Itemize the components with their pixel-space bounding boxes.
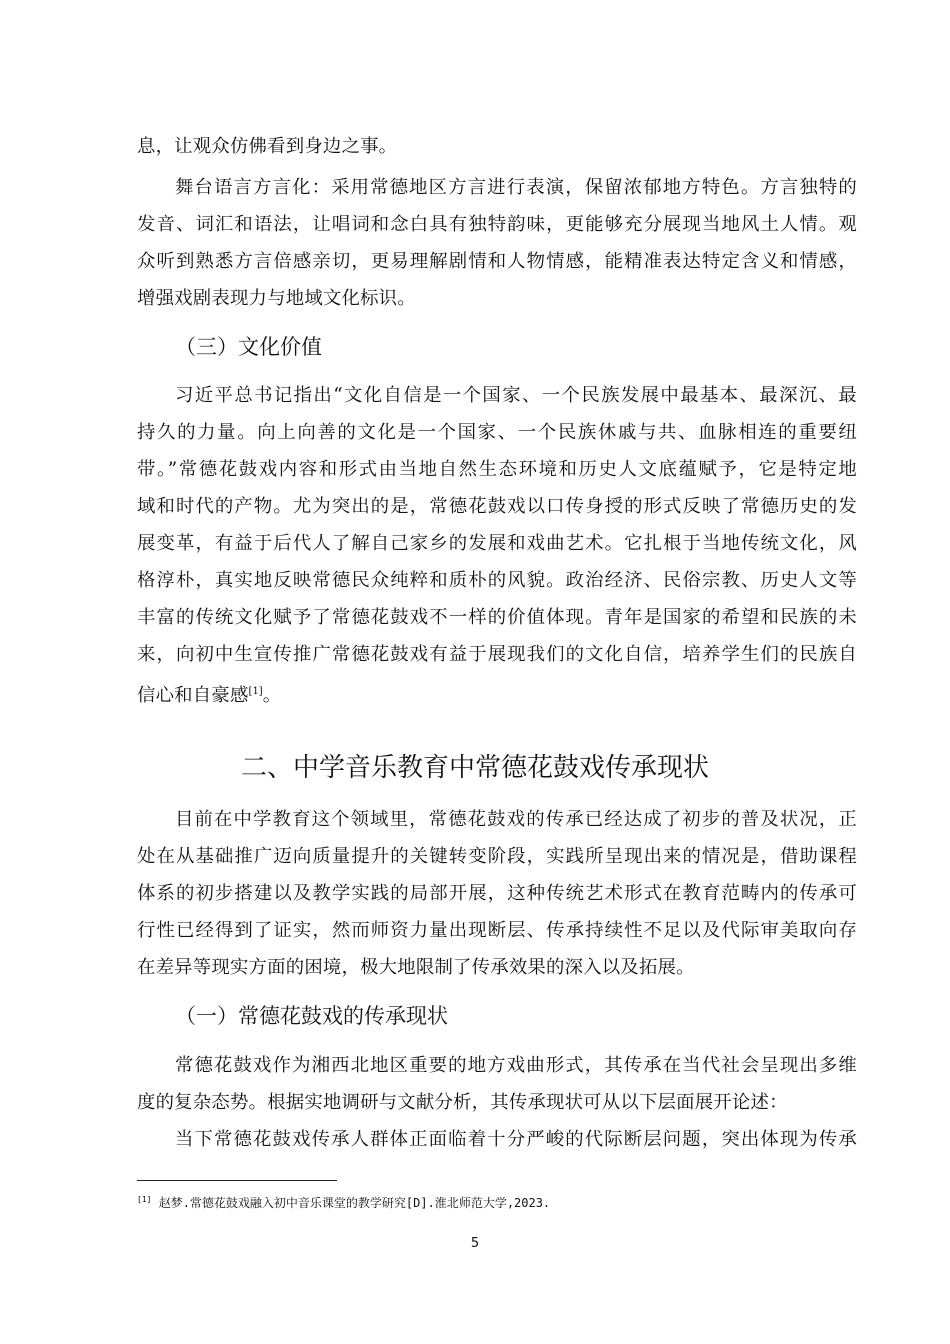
section-heading-cultural-value: （三）文化价值 <box>175 335 322 359</box>
paragraph-line: 息，让观众仿佛看到身边之事。 <box>137 136 398 157</box>
paragraph-line: 持久的力量。向上向善的文化是一个国家、一个民族休戚与共、血脉相连的重要纽 <box>137 422 857 443</box>
paragraph-line: 来，向初中生宣传推广常德花鼓戏有益于展现我们的文化自信，培养学生们的民族自 <box>137 644 857 665</box>
paragraph-line: 度的复杂态势。根据实地调研与文献分析，其传承现状可从以下层面展开论述： <box>137 1092 788 1113</box>
paragraph-line: 当下常德花鼓戏传承人群体正面临着十分严峻的代际断层问题，突出体现为传承 <box>175 1129 857 1150</box>
paragraph-line: 处在从基础推广迈向质量提升的关键转变阶段，实践所呈现出来的情况是，借助课程 <box>137 846 857 867</box>
footnote-divider <box>137 1180 337 1181</box>
page-number: 5 <box>470 1236 480 1251</box>
citation-marker[interactable]: [1] <box>248 686 263 697</box>
footnote-marker: [1] <box>137 1195 152 1204</box>
paragraph-text: 信心和自豪感 <box>137 685 249 706</box>
chapter-heading: 二、中学音乐教育中常德花鼓戏传承现状 <box>240 753 709 783</box>
paragraph-last-line <box>137 682 857 706</box>
paragraph-line: 增强戏剧表现力与地域文化标识。 <box>137 288 416 309</box>
paragraph-punct: 。 <box>262 685 282 706</box>
paragraph-line: 丰富的传统文化赋予了常德花鼓戏不一样的价值体现。青年是国家的希望和民族的未 <box>137 607 857 628</box>
paragraph-line: 常德花鼓戏作为湘西北地区重要的地方戏曲形式，其传承在当代社会呈现出多维 <box>175 1055 857 1076</box>
footnote-text: 赵梦.常德花鼓戏融入初中音乐课堂的教学研究[D].淮北师范大学,2023. <box>158 1196 551 1210</box>
paragraph-line: 舞台语言方言化：采用常德地区方言进行表演，保留浓郁地方特色。方言独特的 <box>175 177 857 198</box>
paragraph-line: 习近平总书记指出“文化自信是一个国家、一个民族发展中最基本、最深沉、最 <box>175 385 857 406</box>
paragraph-line: 展变革，有益于后代人了解自己家乡的发展和戏曲艺术。它扎根于当地传统文化，风 <box>137 533 857 554</box>
section-heading-inheritance: （一）常德花鼓戏的传承现状 <box>175 1004 448 1028</box>
paragraph-line: 众听到熟悉方言倍感亲切，更易理解剧情和人物情感，能精准表达特定含义和情感， <box>137 251 857 272</box>
footnote <box>137 1192 550 1211</box>
paragraph-line: 格淳朴，真实地反映常德民众纯粹和质朴的风貌。政治经济、民俗宗教、历史人文等 <box>137 570 857 591</box>
paragraph-line: 行性已经得到了证实，然而师资力量出现断层、传承持续性不足以及代际审美取向存 <box>137 920 857 941</box>
paragraph-line: 域和时代的产物。尤为突出的是，常德花鼓戏以口传身授的形式反映了常德历史的发 <box>137 496 857 517</box>
paragraph-line: 体系的初步搭建以及教学实践的局部开展，这种传统艺术形式在教育范畴内的传承可 <box>137 883 857 904</box>
paragraph-line: 发音、词汇和语法，让唱词和念白具有独特韵味，更能够充分展现当地风土人情。观 <box>137 214 857 235</box>
paragraph-line: 目前在中学教育这个领域里，常德花鼓戏的传承已经达成了初步的普及状况，正 <box>175 809 857 830</box>
paragraph-line: 带。”常德花鼓戏内容和形式由当地自然生态环境和历史人文底蕴赋予，它是特定地 <box>137 459 857 480</box>
paragraph-line: 在差异等现实方面的困境，极大地限制了传承效果的深入以及拓展。 <box>137 957 695 978</box>
